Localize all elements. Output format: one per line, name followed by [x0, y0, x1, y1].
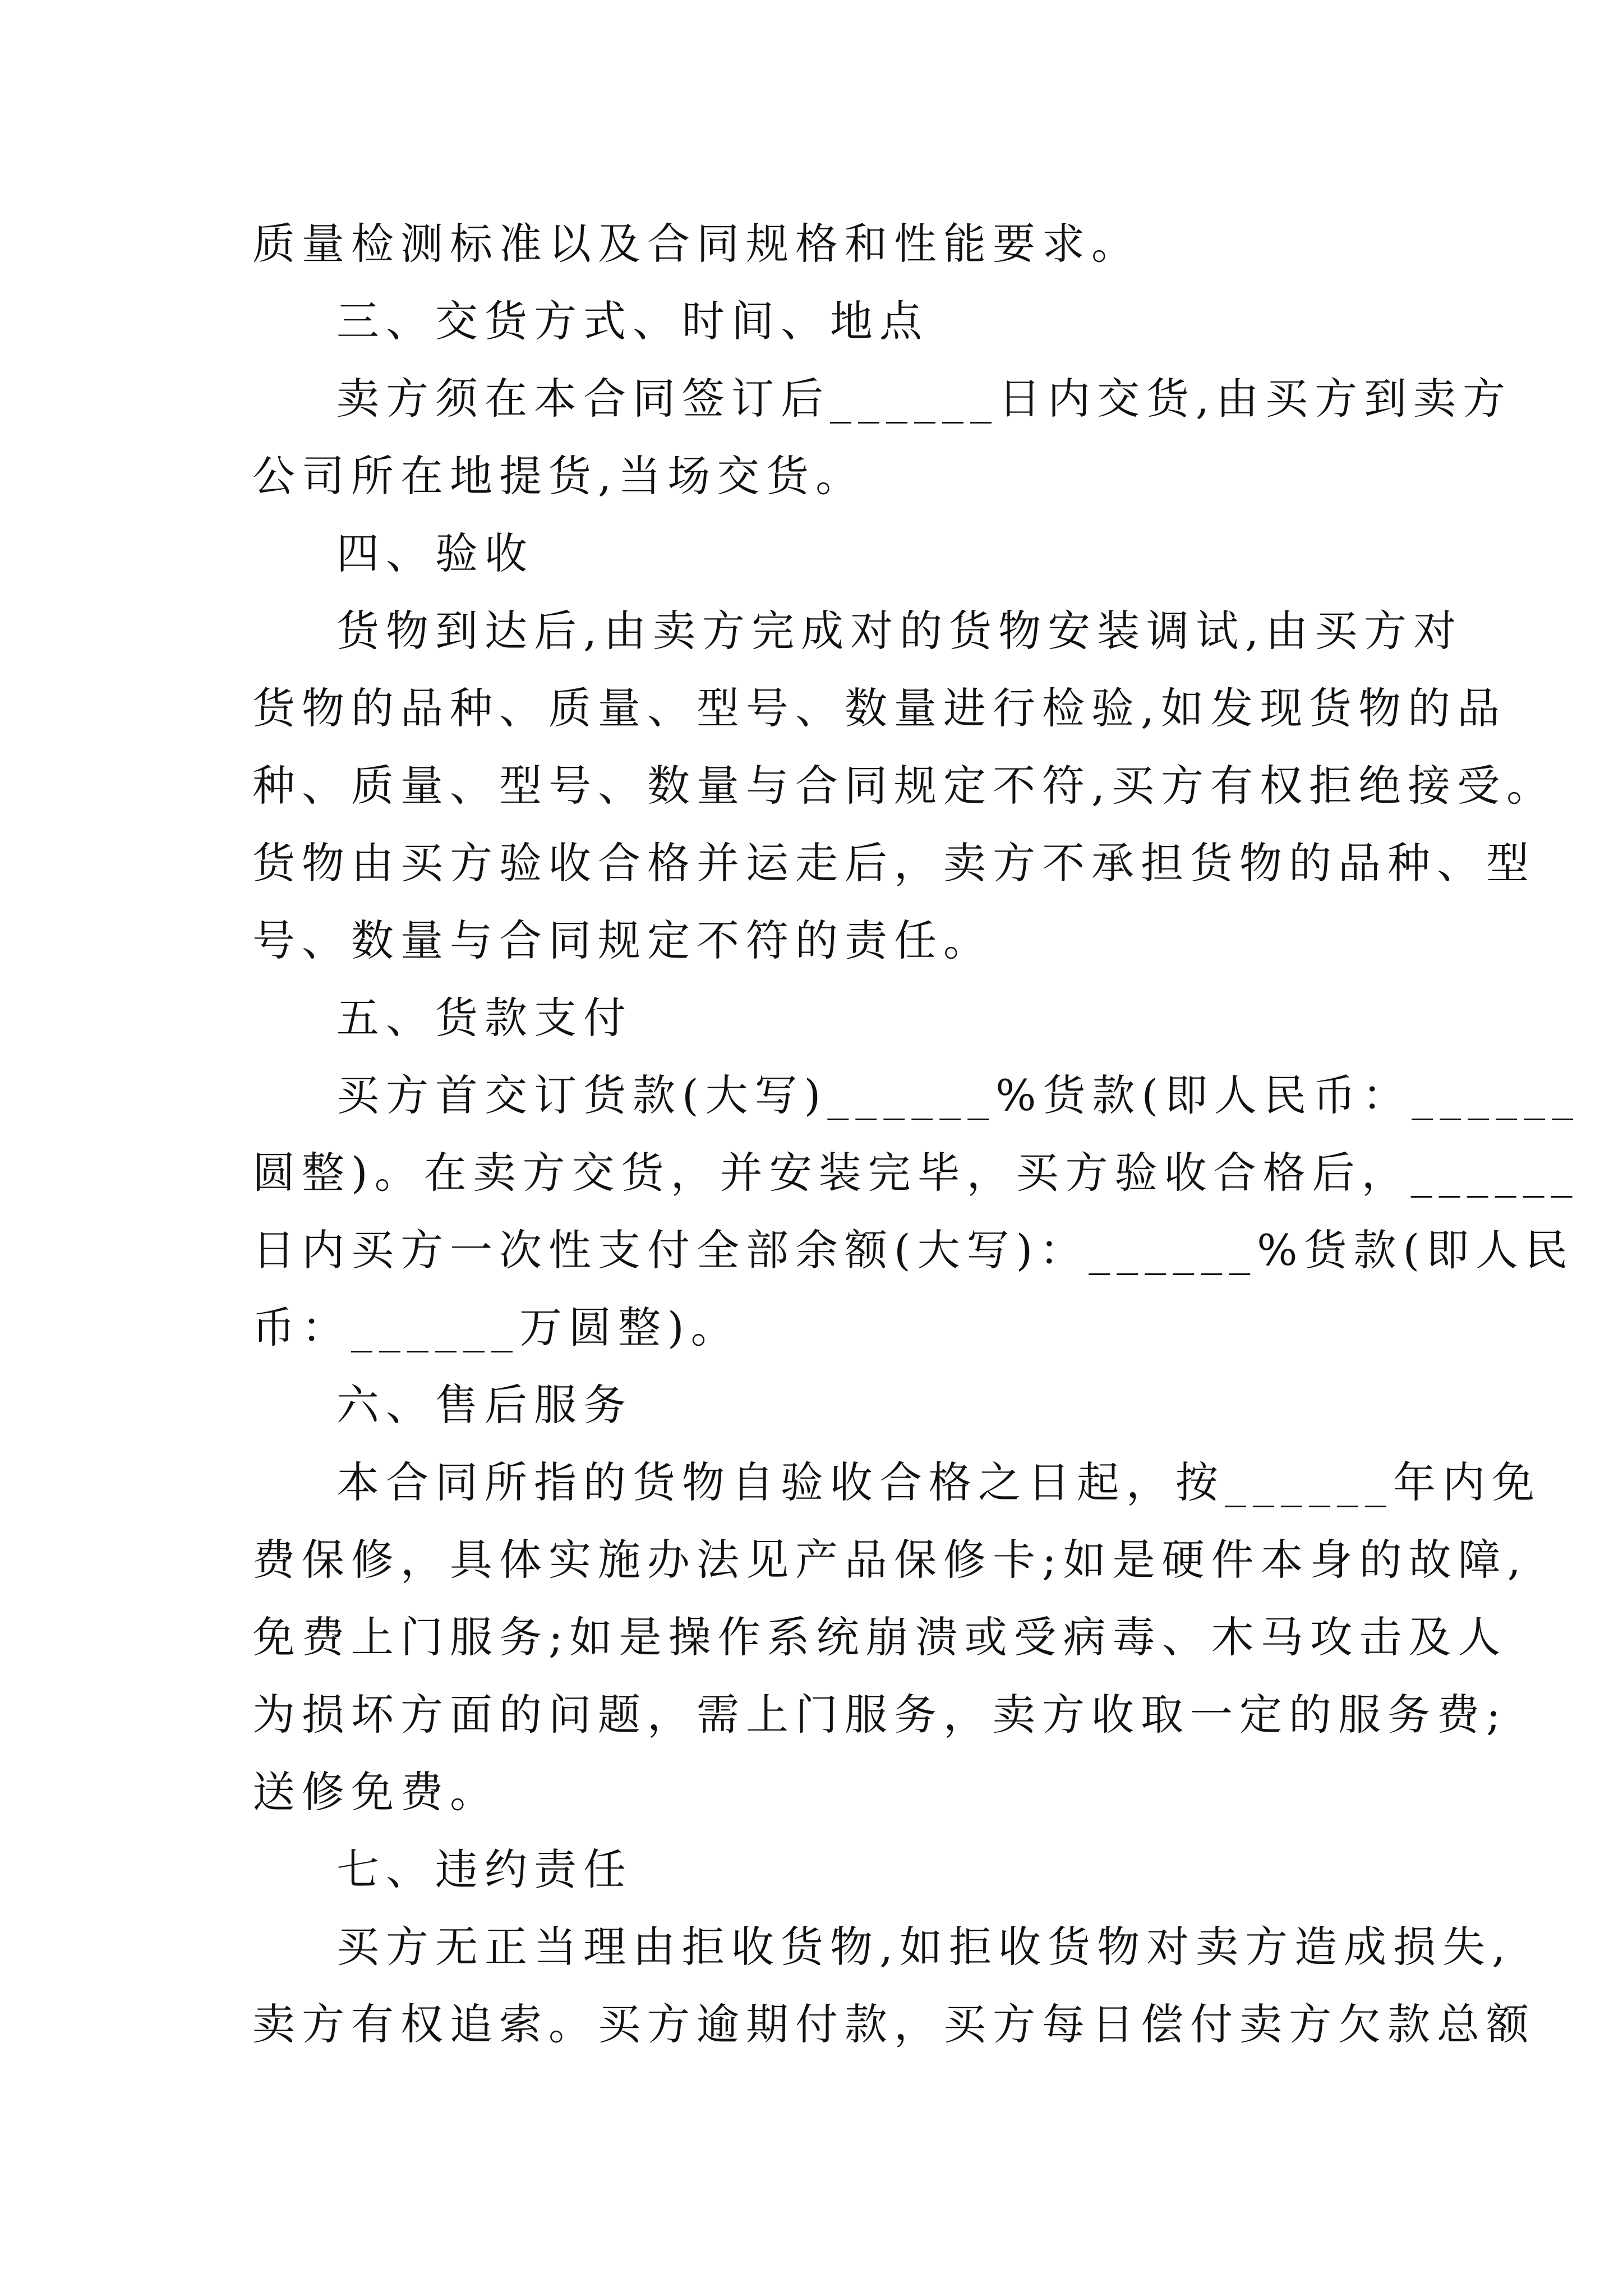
text-line: 本合同所指的货物自验收合格之日起，按______年内免	[336, 1457, 1541, 1507]
text-line: 卖方须在本合同签订后______日内交货,由买方到卖方	[336, 374, 1513, 424]
section-heading: 七、违约责任	[336, 1844, 633, 1894]
text-line: 免费上门服务;如是操作系统崩溃或受病毒、木马攻击及人	[252, 1612, 1507, 1662]
text-line: 货物由买方验收合格并运走后，卖方不承担货物的品种、型	[252, 838, 1536, 888]
section-heading: 三、交货方式、时间、地点	[336, 296, 929, 346]
section-heading: 四、验收	[336, 528, 534, 578]
text-line: 币：______万圆整)。	[252, 1303, 740, 1352]
text-line: 公司所在地提货,当场交货。	[252, 451, 865, 501]
text-line: 圆整)。在卖方交货，并安装完毕，买方验收合格后，______	[252, 1148, 1579, 1198]
text-line: 买方无正当理由拒收货物,如拒收货物对卖方造成损失,	[336, 1922, 1513, 1972]
text-line: 种、质量、型号、数量与合同规定不符,买方有权拒绝接受。	[252, 761, 1556, 811]
section-heading: 六、售后服务	[336, 1380, 633, 1430]
text-line: 买方首交订货款(大写)______%货款(即人民币：______	[336, 1070, 1580, 1120]
text-line: 货物的品种、质量、型号、数量进行检验,如发现货物的品	[252, 683, 1507, 733]
text-line: 为损坏方面的问题，需上门服务，卖方收取一定的服务费;	[252, 1690, 1507, 1740]
text-line: 费保修，具体实施办法见产品保修卡;如是硬件本身的故障,	[252, 1535, 1528, 1585]
text-line: 卖方有权追索。买方逾期付款，买方每日偿付卖方欠款总额	[252, 1999, 1536, 2049]
text-line: 日内买方一次性支付全部余额(大写)：______%货款(即人民	[252, 1225, 1575, 1275]
text-line: 号、数量与合同规定不符的责任。	[252, 915, 993, 965]
text-line: 送修免费。	[252, 1767, 499, 1817]
text-line: 货物到达后,由卖方完成对的货物安装调试,由买方对	[336, 606, 1463, 656]
text-line: 质量检测标准以及合同规格和性能要求。	[252, 219, 1141, 269]
section-heading: 五、货款支付	[336, 993, 633, 1043]
